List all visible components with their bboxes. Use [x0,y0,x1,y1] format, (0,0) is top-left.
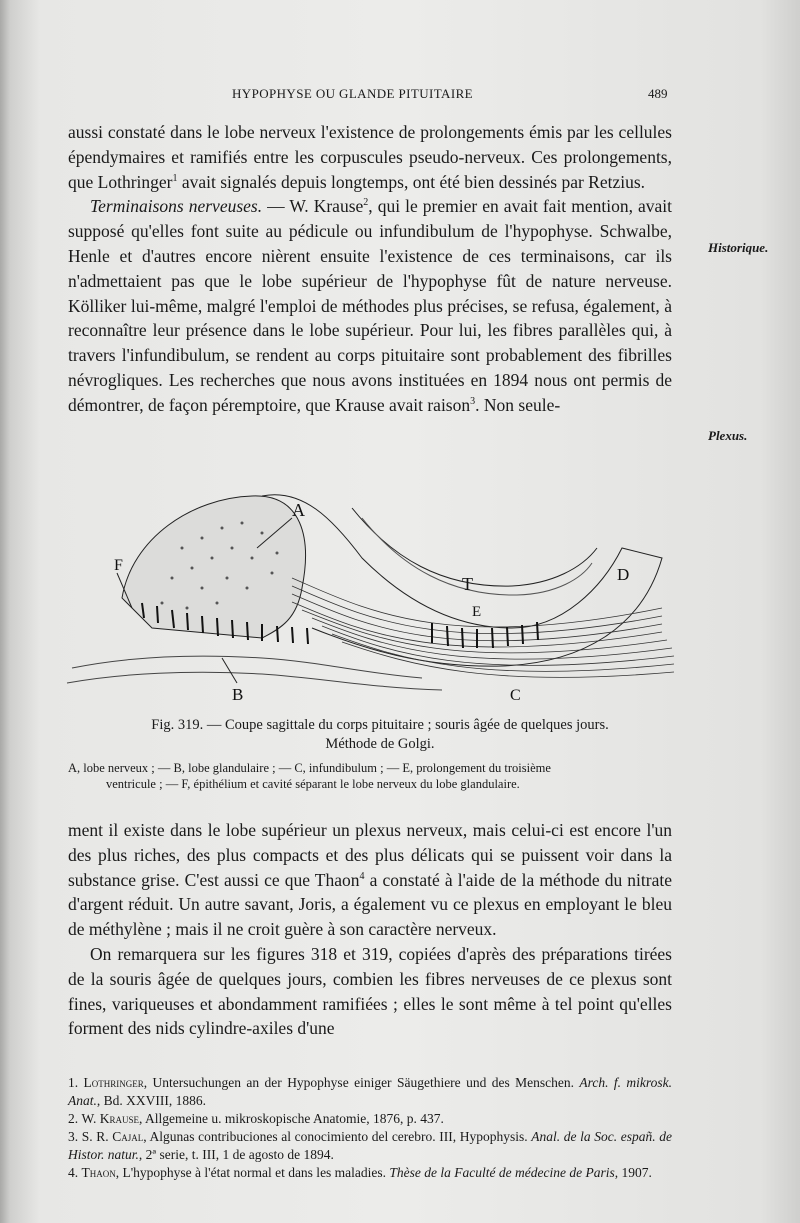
footnote-ref-2: 2 [363,197,369,209]
footnote-3-text: , Algunas contribuciones al conocimiento del cerebro. III, Hypophysis. [143,1129,532,1144]
footnote-4-end: , 1907. [614,1165,652,1180]
paragraph-4: On remarquera sur les figures 318 et 319, copiées d'après des préparations tirées de la souris âgée de quelques jours, combien les fibres nerveuses de ce plexus sont fines, variqueuses et abondamment ramifiées ; elles le sont même à tel point qu'elles forment des nids cylindre-axiles d'une [68,943,672,1039]
footnote-3-author: S. R. Cajal [81,1129,144,1144]
body-text-top [68,120,672,418]
figure-label-t: T [462,574,473,594]
footnote-1-text: , Untersuchungen an der Hypophyse einiger Säugethiere und des Menschen. [143,1075,580,1090]
third-ventricle-inner [362,518,592,595]
footnote-4-number: 4. [68,1165,79,1180]
paragraph-3-end: a constaté à l'aide de la méthode du nitrate d'argent réduit. Un autre savant, Joris, a également vu ce plexus en employant le bleu de méthylène ; mais il ne croit guère à son caractère nerveux. [68,869,673,940]
body-text-bottom [68,818,672,1041]
figure-label-e: E [472,604,482,620]
figure-label-f: F [114,557,123,574]
paragraph-3 [68,818,672,942]
label-line-b [222,658,237,683]
footnote-4-author: Thaon [81,1165,116,1180]
footnote-3-end: , 2ª serie, t. III, 1 de agosto de 1894. [138,1147,334,1162]
footnote-2-author: W. Krause [81,1111,140,1126]
caption-line-2: Méthode de Golgi. [325,736,435,752]
margin-note-historique: Historique. [708,240,769,255]
figure-label-c: C [510,687,521,704]
footnotes [68,1074,672,1182]
footnote-3 [68,1128,672,1164]
footnote-2 [68,1110,672,1128]
figure-drawing [67,495,674,690]
running-title: HYPOPHYSE OU GLANDE PITUITAIRE [232,86,473,101]
legend-line-1: A, lobe nerveux ; — B, lobe glandulaire ; — C, infundibulum ; — E, prolongement du troisième [68,761,551,775]
footnote-3-number: 3. [68,1129,79,1144]
paragraph-2-end: . Non seule- [475,394,561,415]
glandular-lobe-outline [122,496,305,638]
base-tissue-2 [67,672,442,690]
legend-line-2: ventricule ; — F, épithélium et cavité séparant le lobe nerveux du lobe glandulaire. [106,777,520,791]
footnote-1-author: Lothringer [83,1075,144,1090]
margin-note-plexus: Plexus. [708,428,748,443]
figure-label-b: B [232,685,244,704]
caption-line-1: Fig. 319. — Coupe sagittale du corps pituitaire ; souris âgée de quelques jours. [151,717,609,733]
figure-legend [68,760,672,792]
paragraph-1-text: aussi constaté dans le lobe nerveux l'existence de prolongements émis par les cellules épendymaires et ramifiés entre les corpuscules pseudo-nerveux. Ces prolongements, que Lothringer [68,122,672,192]
paragraph-1-end: avait signalés depuis longtemps, ont été bien dessinés par Retzius. [177,171,646,192]
footnote-4 [68,1164,672,1182]
footnote-ref-4: 4 [359,870,365,882]
figure-label-a: A [292,500,305,520]
paragraph-1 [68,120,672,194]
paragraph-2-dash: — W. Krause [262,196,364,217]
footnote-2-text: , Allgemeine u. mikroskopische Anatomie, 1876, p. 437. [139,1111,444,1126]
footnote-1-journal: Arch. f. mikrosk. Anat. [68,1075,673,1108]
figure-319-illustration [62,478,682,714]
section-heading-terminaisons: Terminaisons nerveuses. [90,196,263,217]
base-tissue [72,656,422,678]
footnote-ref-3: 3 [470,395,476,407]
footnote-ref-1: 1 [172,172,178,184]
footnote-1-number: 1. [68,1075,79,1090]
page-number: 489 [648,86,668,101]
footnote-4-journal: Thèse de la Faculté de médecine de Paris [389,1165,615,1180]
figure-caption [80,716,680,754]
footnote-4-text: , L'hypophyse à l'état normal et dans les maladies. [115,1165,390,1180]
footnote-1 [68,1074,672,1110]
figure-label-d: D [617,565,630,584]
footnote-2-number: 2. [68,1111,79,1126]
paragraph-2 [68,194,672,417]
footnote-3-journal: Anal. de la Soc. españ. de Histor. natur. [68,1129,672,1162]
paragraph-3-text: ment il existe dans le lobe supérieur un plexus nerveux, mais celui-ci est encore l'un des plus riches, des plus compacts et des plus délicats qui se puissent voir dans la substance grise. C'est aussi ce que Thaon [68,820,672,890]
footnote-1-end: , Bd. XXVIII, 1886. [96,1093,206,1108]
paragraph-2-text: , qui le premier en avait fait mention, avait supposé qu'elles font suite au pédicule ou infundibulum de l'hypophyse. Schwalbe, Henle et d'autres encore nièrent ensuite l'existence de ces terminaisons, car ils n'admettaient pas que le lobe supérieur de l'hypophyse fût de nature nerveuse. Kölliker lui-même, malgré l'emploi de méthodes plus précises, se refusa, également, à reconnaître leur présence dans le lobe supérieur. Pour lui, les fibres parallèles qui, à travers l'infundibulum, se rendent au corps pituitaire sont probablement des fibrilles névrogliques. Les recherches que nous avons instituées en 1894 nous ont permis de démontrer, de façon péremptoire, que Krause avait raison [68,196,672,415]
